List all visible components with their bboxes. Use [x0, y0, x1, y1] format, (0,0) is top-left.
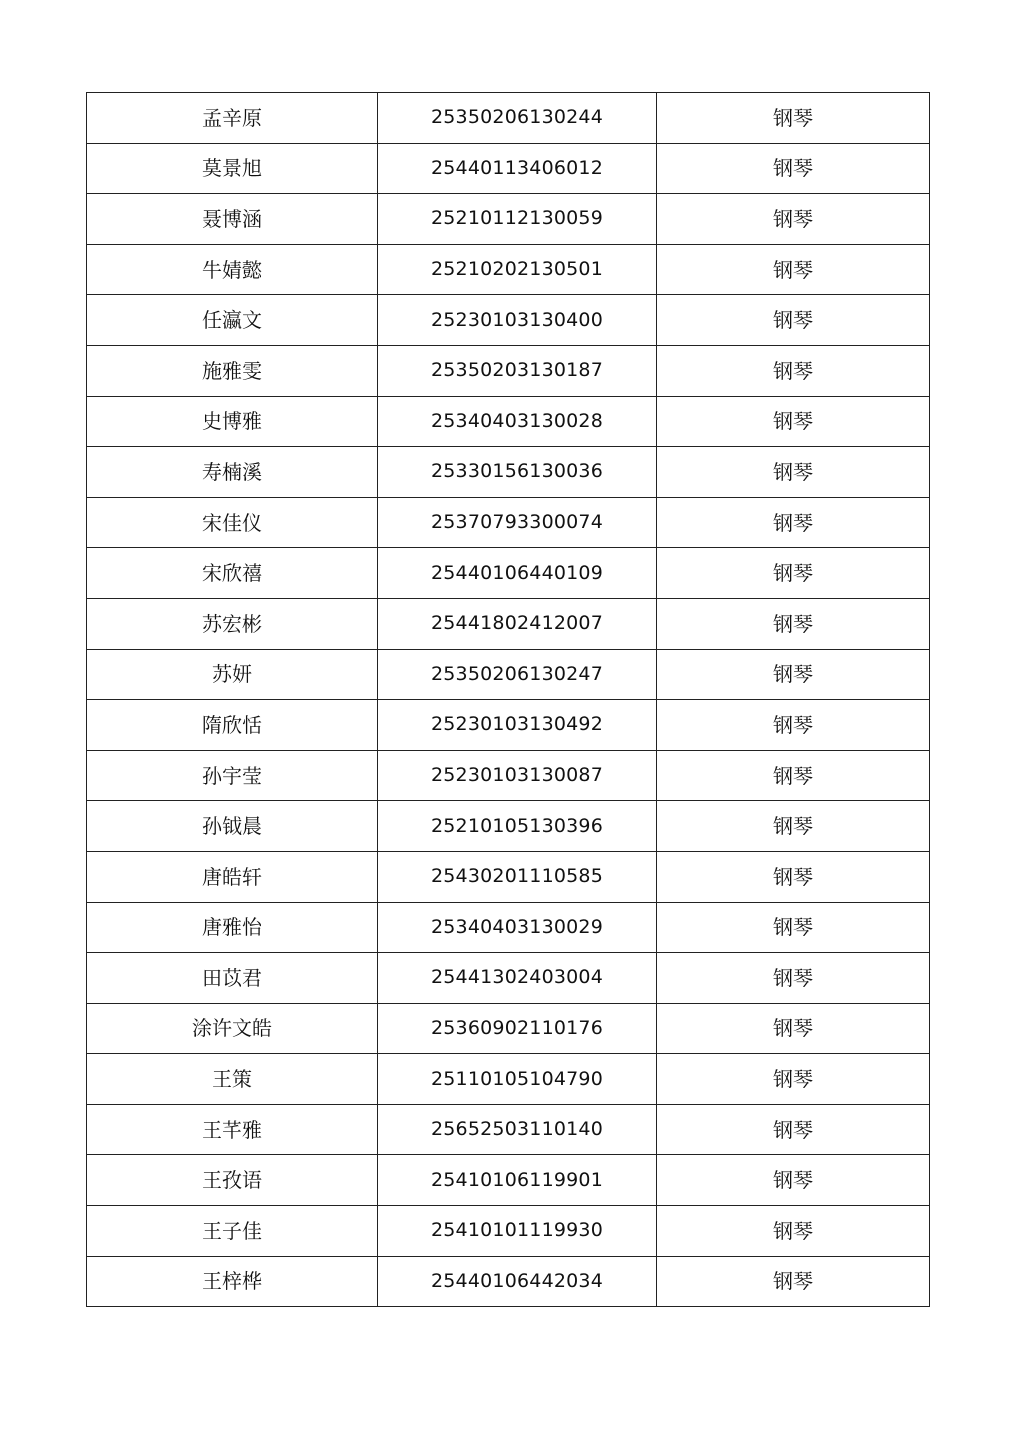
- student-name-cell: 孙钺晨: [87, 801, 378, 852]
- major-cell: 钢琴: [657, 194, 930, 245]
- exam-id-cell: 25440106442034: [378, 1256, 657, 1307]
- exam-id-cell: 25441802412007: [378, 598, 657, 649]
- major-cell: 钢琴: [657, 93, 930, 144]
- table-row: [87, 1206, 930, 1257]
- major-cell: 钢琴: [657, 396, 930, 447]
- major-cell: 钢琴: [657, 1155, 930, 1206]
- major-cell: 钢琴: [657, 497, 930, 548]
- major-cell: 钢琴: [657, 851, 930, 902]
- table-row: [87, 396, 930, 447]
- table-row: [87, 598, 930, 649]
- exam-id-cell: 25430201110585: [378, 851, 657, 902]
- student-name-cell: 王孜语: [87, 1155, 378, 1206]
- student-name-cell: 牛婧懿: [87, 244, 378, 295]
- table-row: [87, 750, 930, 801]
- exam-id-cell: 25440113406012: [378, 143, 657, 194]
- table-row: [87, 902, 930, 953]
- major-cell: 钢琴: [657, 1054, 930, 1105]
- exam-id-cell: 25210202130501: [378, 244, 657, 295]
- major-cell: 钢琴: [657, 598, 930, 649]
- exam-id-cell: 25230103130492: [378, 700, 657, 751]
- student-name-cell: 苏宏彬: [87, 598, 378, 649]
- exam-id-cell: 25350206130247: [378, 649, 657, 700]
- table-row: [87, 953, 930, 1004]
- major-cell: 钢琴: [657, 750, 930, 801]
- major-cell: 钢琴: [657, 801, 930, 852]
- table-row: [87, 143, 930, 194]
- major-cell: 钢琴: [657, 244, 930, 295]
- student-name-cell: 施雅雯: [87, 345, 378, 396]
- exam-id-cell: 25340403130029: [378, 902, 657, 953]
- student-name-cell: 王芊雅: [87, 1104, 378, 1155]
- table-row: [87, 700, 930, 751]
- table-row: [87, 1003, 930, 1054]
- student-name-cell: 田苡君: [87, 953, 378, 1004]
- table-row: [87, 244, 930, 295]
- exam-id-cell: 25350203130187: [378, 345, 657, 396]
- exam-id-cell: 25340403130028: [378, 396, 657, 447]
- student-name-cell: 宋佳仪: [87, 497, 378, 548]
- student-name-cell: 孟辛原: [87, 93, 378, 144]
- table-row: [87, 1054, 930, 1105]
- exam-id-cell: 25410106119901: [378, 1155, 657, 1206]
- exam-id-cell: 25370793300074: [378, 497, 657, 548]
- major-cell: 钢琴: [657, 447, 930, 498]
- student-name-cell: 聂博涵: [87, 194, 378, 245]
- exam-id-cell: 25350206130244: [378, 93, 657, 144]
- major-cell: 钢琴: [657, 143, 930, 194]
- exam-id-cell: 25360902110176: [378, 1003, 657, 1054]
- major-cell: 钢琴: [657, 902, 930, 953]
- student-name-cell: 王子佳: [87, 1206, 378, 1257]
- student-name-cell: 孙宇莹: [87, 750, 378, 801]
- major-cell: 钢琴: [657, 649, 930, 700]
- student-name-cell: 莫景旭: [87, 143, 378, 194]
- student-name-cell: 涂许文皓: [87, 1003, 378, 1054]
- exam-id-cell: 25330156130036: [378, 447, 657, 498]
- table-row: [87, 801, 930, 852]
- table-row: [87, 649, 930, 700]
- table-row: [87, 194, 930, 245]
- table-row: [87, 548, 930, 599]
- major-cell: 钢琴: [657, 953, 930, 1004]
- table-row: [87, 345, 930, 396]
- exam-id-cell: 25210112130059: [378, 194, 657, 245]
- student-name-cell: 王策: [87, 1054, 378, 1105]
- student-name-cell: 史博雅: [87, 396, 378, 447]
- exam-id-cell: 25110105104790: [378, 1054, 657, 1105]
- student-name-cell: 唐雅怡: [87, 902, 378, 953]
- student-name-cell: 苏妍: [87, 649, 378, 700]
- major-cell: 钢琴: [657, 295, 930, 346]
- table-row: [87, 295, 930, 346]
- major-cell: 钢琴: [657, 1206, 930, 1257]
- exam-id-cell: 25441302403004: [378, 953, 657, 1004]
- major-cell: 钢琴: [657, 548, 930, 599]
- exam-id-cell: 25652503110140: [378, 1104, 657, 1155]
- table-row: [87, 447, 930, 498]
- student-name-cell: 唐皓轩: [87, 851, 378, 902]
- roster-table: [86, 92, 930, 1307]
- student-name-cell: 寿楠溪: [87, 447, 378, 498]
- student-name-cell: 宋欣禧: [87, 548, 378, 599]
- major-cell: 钢琴: [657, 1104, 930, 1155]
- roster-table-body: [87, 93, 930, 1307]
- exam-id-cell: 25440106440109: [378, 548, 657, 599]
- major-cell: 钢琴: [657, 1256, 930, 1307]
- table-row: [87, 1155, 930, 1206]
- student-name-cell: 王梓桦: [87, 1256, 378, 1307]
- table-row: [87, 851, 930, 902]
- exam-id-cell: 25410101119930: [378, 1206, 657, 1257]
- table-row: [87, 1104, 930, 1155]
- student-name-cell: 任瀛文: [87, 295, 378, 346]
- major-cell: 钢琴: [657, 345, 930, 396]
- table-row: [87, 93, 930, 144]
- major-cell: 钢琴: [657, 700, 930, 751]
- exam-id-cell: 25210105130396: [378, 801, 657, 852]
- major-cell: 钢琴: [657, 1003, 930, 1054]
- exam-id-cell: 25230103130087: [378, 750, 657, 801]
- student-name-cell: 隋欣恬: [87, 700, 378, 751]
- exam-id-cell: 25230103130400: [378, 295, 657, 346]
- table-row: [87, 497, 930, 548]
- table-row: [87, 1256, 930, 1307]
